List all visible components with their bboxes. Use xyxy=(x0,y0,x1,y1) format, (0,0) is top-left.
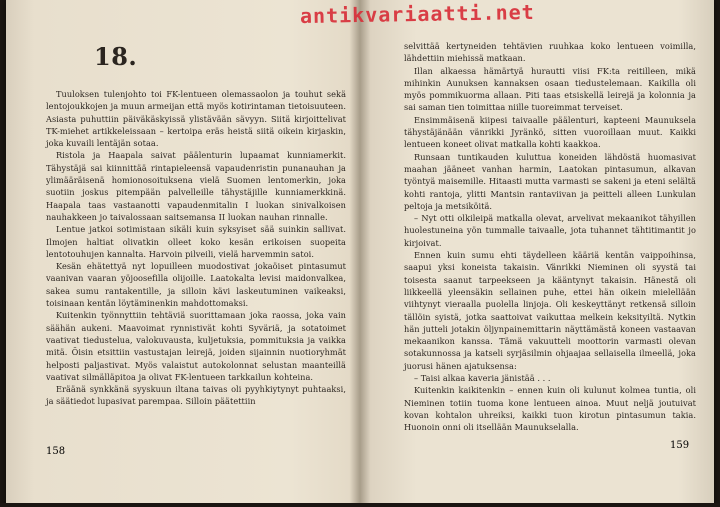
watermark: antikvariaatti.net xyxy=(299,0,535,29)
dialogue-line: – Taisi alkaa kaveria jänistää . . . xyxy=(414,373,551,384)
paragraph: Runsaan tuntikauden kuluttua koneiden lähdöstä huomasivat maahan jääneet vanhan harmin, Laatokan pintasumun, alkavan työntyä maisemille. Hitaasti mutta varmasti se sakeni ja eteni selältä kohti rantoja, ylitti Mantsin rantaviivan ja peitteli alleen Lunkulan peltoja ja metsiköitä. xyxy=(404,151,696,211)
paragraph: selvittää kertyneiden tehtävien ruuhkaa koko lentueen voimilla, lähdettiin miehissä matkaan. xyxy=(404,41,696,64)
right-page-number: 159 xyxy=(670,440,690,451)
paragraph: Illan alkaessa hämärtyä hurautti viisi FK:ta reitilleen, mikä mihinkin Aunuksen kannaksen osaan tiedustelemaan. Kaikilla oli myös pommikuorma allaan. Piti taas etsiskellä leirejä ja kolonnia ja sai saman tien toimittaa niille tuoreimmat terveiset. xyxy=(404,65,696,113)
left-page xyxy=(46,0,346,507)
bottom-edge xyxy=(0,503,720,507)
book-spread xyxy=(6,0,714,507)
right-page-text xyxy=(404,40,696,434)
left-page-text xyxy=(46,88,346,408)
chapter-number: 18. xyxy=(94,42,138,71)
left-page-number: 158 xyxy=(46,446,66,457)
paragraph: Kesän ehätettyä nyt lopuilleen muodostivat jokaöiset pintasumut vaanivan vaaran yöjoosefilla olijoille. Laatokalta levisi maidonvalkea, sakea sumu rantakentille, ja silloin kävi laskeutuminen vaikeaksi, toisinaan kentän löytäminenkin mahdottomaksi. xyxy=(46,261,346,309)
paragraph: Ristola ja Haapala saivat päälenturin lupaamat kunniamerkit. Tähystäjä sai kiinnittää rintapieleensä vapaudenristin punanauhan ja ylimääräisenä homionosoituksena vielä Suomen lentomerkin, joka suotiin joskus pitempään palvelleille tähystäjille kunniamerkkinä. Haapala taas vastaanotti vapaudenmitalin I luokan sinivalkoisen nauhakkeen jo taivalossaan saitsemansa II luokan nauhan rinnalle. xyxy=(46,150,346,222)
dialogue-line: – Nyt otti olkileipä matkalla olevat, arvelivat mekaanikot tähyillen huolestuneina yön tummalle taivaalle, jota tuhannet tähtitimantit jo kirjoivat. xyxy=(404,213,696,248)
paragraph: Ensimmäisenä kiipesi taivaalle päälenturi, kapteeni Maunuksela tähystäjänään vänrikki Jyränkö, sitten vuoroillaan muut. Kaikki lentueen koneet olivat matkalla kohti kaakkoa. xyxy=(404,114,696,150)
paragraph: Tuuloksen tulenjohto toi FK-lentueen olemassaolon ja touhut sekä lentojoukkojen ja muun armeijan että myös kotirintaman tietoisuuteen. Asiasta puhuttiin päiväkäskyissä ylistävään sävyyn. Siitä kirjoittelivat TK-miehet artikkeleissaan – kertoipa eräs heistä siitä oikein kirjaskin, joka kuvaili lentäjän sotaa. xyxy=(46,89,346,149)
right-page xyxy=(404,0,696,507)
paragraph: Ennen kuin sumu ehti täydelleen kääriä kentän vaippoihinsa, saapui yksi koneista takaisin. Vänrikki Nieminen oli syystä tai toisesta saanut tarpeekseen ja kääntynyt takaisin. Hänestä oli liikkeellä yleensäkin sellainen puhe, ettei hän oikein mielellään viihtynyt vieraalla puolella linjoja. Oli keskeyttänyt retkensä silloin tällöin syistä, jotka saattoivat vaikuttaa melkein keksityiltä. Nytkin hän jutteli jotakin öljynpainemittarin näyttämästä koneen vastaavan mekaanikon kanssa. Tämä vakuutteli moottorin varmasti olevan sotakunnossa ja katseli syrjäsilmin ohjaajaa sellaisella ilmeellä, joka juorusi hänen ajatuksensa: xyxy=(404,250,696,371)
paragraph: Kuitenkin kaikitenkin – ennen kuin oli kulunut kolmea tuntia, oli Nieminen totiin tuoma kone lentueen ainoa. Muut neljä joutuivat kovan kohtalon uhreiksi, kaikki tuon kirotun pintasumun takia. Huonoin onni oli itsellään Maunukselalla. xyxy=(404,385,696,433)
paragraph: Kuitenkin työnnyttiin tehtäviä suorittamaan joka raossa, joka vain säähän aukeni. Maavoimat rynnistivät kohti Syväriä, ja sotatoimet vaativat tiedustelua, valokuvausta, kuljetuksia, pommituksia ja vaikka mitä. Öisin etsittiin vastustajan leirejä, joiden sijainnin nuotioryhmät helposti paljastivat. Myös valaistut autokolonnat selustan maanteillä vaativat silmälläpitoa ja olivat FK-lentueen tarkkailun kohteina. xyxy=(46,310,346,382)
paragraph: Lentue jatkoi sotimistaan sikäli kuin syksyiset sää suinkin sallivat. Ilmojen haltiat olivatkin olleet koko kesän erikoisen suopeita lentotouhujen kannalta. Harvoin pilveili, vielä harvemmin satoi. xyxy=(46,224,346,259)
paragraph: Eräänä synkkänä syyskuun iltana taivas oli pyyhkiytynyt puhtaaksi, ja säätiedot lupasivat parempaa. Silloin päätettiin xyxy=(46,384,346,407)
